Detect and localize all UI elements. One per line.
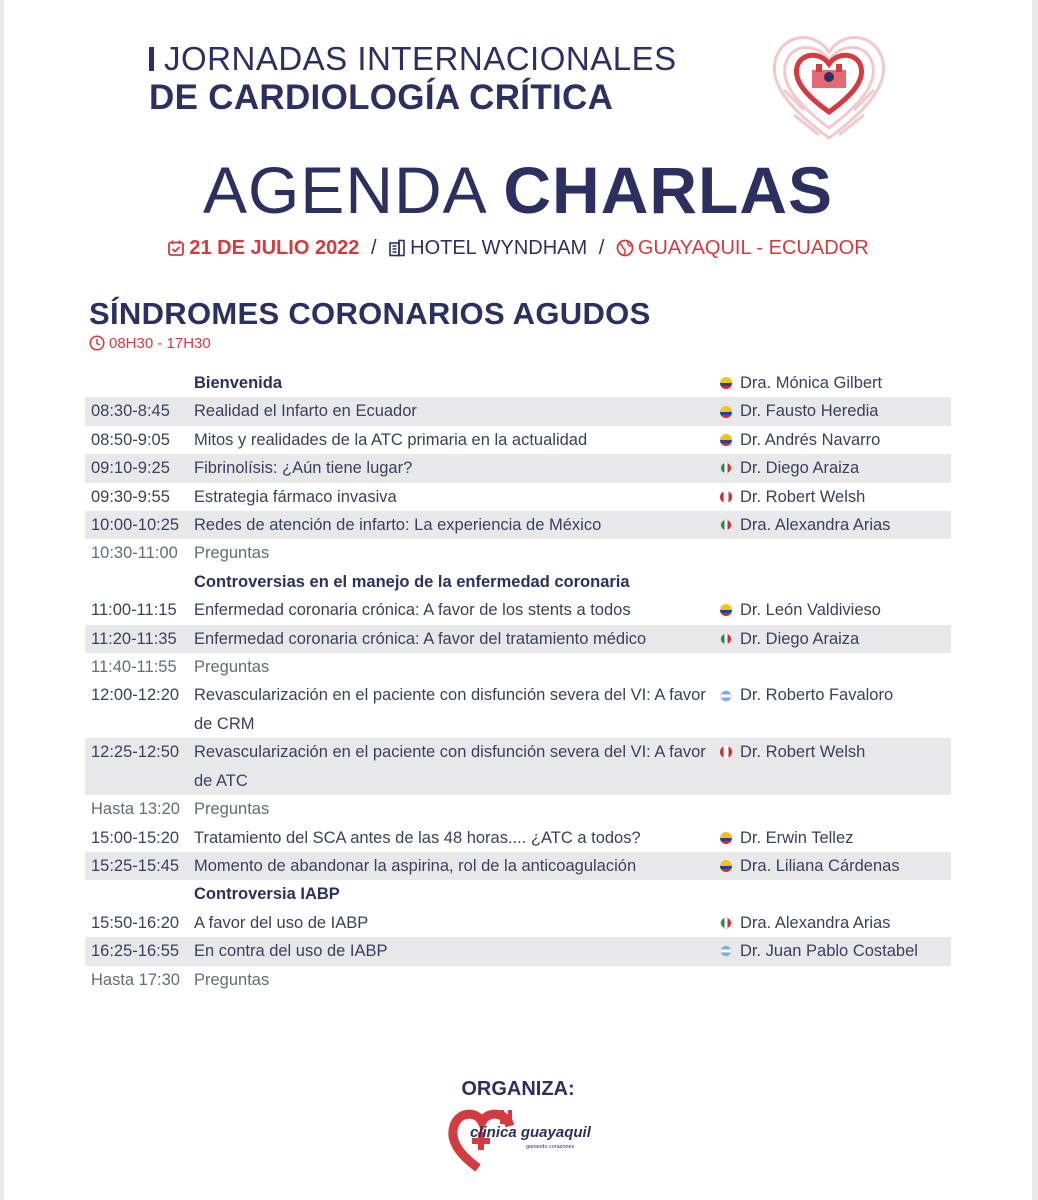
row-topic: Preguntas	[194, 970, 270, 989]
speaker-name: Dr. Erwin Tellez	[740, 828, 854, 847]
row-time: 10:00-10:25	[91, 516, 180, 535]
row-time: 15:00-15:20	[91, 828, 180, 847]
agenda-row	[85, 852, 951, 880]
row-time: 12:25-12:50	[91, 743, 180, 762]
flag-ec-icon	[720, 832, 732, 844]
row-speaker	[720, 483, 951, 511]
row-speaker	[720, 369, 951, 397]
row-time: 10:30-11:00	[91, 544, 178, 563]
row-topic: Preguntas	[194, 800, 270, 819]
row-topic: A favor del uso de IABP	[194, 913, 369, 932]
agenda-table	[85, 369, 951, 994]
row-time: 11:00-11:15	[91, 601, 177, 620]
flag-ar-icon	[720, 945, 732, 957]
row-time: Hasta 17:30	[91, 970, 180, 989]
speaker-name: Dr. Robert Welsh	[740, 487, 866, 506]
agenda-row	[85, 653, 951, 681]
row-topic: Bienvenida	[194, 374, 283, 392]
row-speaker	[720, 738, 951, 766]
flag-ca-icon	[720, 746, 732, 758]
row-speaker	[720, 426, 951, 454]
event-venue: HOTEL WYNDHAM	[388, 237, 593, 259]
row-topic: Enfermedad coronaria crónica: A favor de los stents a todos	[194, 601, 631, 620]
event-location: GUAYAQUIL - ECUADOR	[616, 237, 869, 259]
row-topic: Mitos y realidades de la ATC primaria en la actualidad	[194, 430, 588, 449]
row-topic: Preguntas	[194, 658, 270, 677]
row-time: 08:50-9:05	[91, 430, 170, 449]
agenda-row	[85, 397, 951, 425]
agenda-row	[85, 483, 951, 511]
roman-numeral-one	[149, 47, 154, 71]
agenda-row	[85, 454, 951, 482]
row-speaker	[720, 454, 951, 482]
agenda-row	[85, 795, 951, 823]
agenda-row	[85, 738, 951, 795]
agenda-section-header	[85, 369, 951, 397]
row-time: 16:25-16:55	[91, 942, 180, 961]
row-topic: Tratamiento del SCA antes de las 48 horas.... ¿ATC a todos?	[194, 828, 641, 847]
flag-ec-icon	[720, 377, 732, 389]
speaker-name: Dra. Alexandra Arias	[740, 516, 891, 535]
agenda-row	[85, 681, 951, 738]
flag-mx-icon	[720, 462, 732, 474]
clinic-logo-text: clinica guayaquil	[470, 1124, 591, 1141]
building-icon	[388, 239, 406, 257]
speaker-name: Dra. Liliana Cárdenas	[740, 856, 900, 875]
flag-ec-icon	[720, 604, 732, 616]
heart-logo-icon	[764, 20, 894, 145]
agenda-section-header	[85, 880, 951, 908]
row-time: 09:10-9:25	[91, 459, 170, 478]
row-time: 12:00-12:20	[91, 686, 180, 705]
flag-ec-icon	[720, 406, 732, 418]
agenda-row	[85, 937, 951, 965]
row-speaker	[720, 511, 951, 539]
flag-ar-icon	[720, 690, 732, 702]
event-title-line1: JORNADAS INTERNACIONALES	[149, 40, 677, 78]
speaker-name: Dr. León Valdivieso	[740, 601, 881, 620]
speaker-name: Dr. Fausto Heredia	[740, 402, 879, 421]
row-topic: Controversia IABP	[194, 885, 340, 904]
calendar-icon	[167, 239, 185, 257]
agenda-title: AGENDA CHARLAS	[202, 153, 834, 227]
section-hours: 08H30 - 17H30	[89, 335, 211, 352]
agenda-row	[85, 625, 951, 653]
row-topic: Revascularización en el paciente con disfunción severa del VI: A favor de CRM	[194, 686, 706, 733]
row-time: 15:50-16:20	[91, 913, 180, 932]
row-speaker	[720, 625, 951, 653]
row-topic: Momento de abandonar la aspirina, rol de la anticoagulación	[194, 856, 637, 875]
row-topic: Revascularización en el paciente con disfunción severa del VI: A favor de ATC	[194, 743, 706, 790]
row-time: 11:20-11:35	[91, 629, 177, 648]
agenda-row	[85, 426, 951, 454]
flag-mx-icon	[720, 633, 732, 645]
row-topic: Controversias en el manejo de la enfermedad coronaria	[194, 572, 630, 591]
speaker-name: Dr. Roberto Favaloro	[740, 686, 894, 705]
agenda-row	[85, 511, 951, 539]
row-time: 09:30-9:55	[91, 487, 170, 506]
agenda-row	[85, 596, 951, 624]
row-speaker	[720, 937, 951, 965]
speaker-name: Dr. Robert Welsh	[740, 743, 866, 762]
agenda-page	[4, 0, 1032, 1200]
row-topic: Redes de atención de infarto: La experiencia de México	[194, 516, 602, 535]
row-speaker	[720, 909, 951, 937]
event-meta: 21 DE JULIO 2022 / HOTEL WYNDHAM / GUAYAQUIL - ECUADOR	[4, 237, 1032, 260]
row-speaker	[720, 681, 951, 709]
row-speaker	[720, 397, 951, 425]
agenda-row	[85, 824, 951, 852]
row-topic: Realidad el Infarto en Ecuador	[194, 402, 417, 421]
speaker-name: Dra. Mónica Gilbert	[740, 374, 883, 392]
clinic-guayaquil-logo	[448, 1106, 598, 1172]
speaker-name: Dr. Andrés Navarro	[740, 430, 881, 449]
row-time: Hasta 13:20	[91, 800, 180, 819]
row-topic: Fibrinolísis: ¿Aún tiene lugar?	[194, 459, 413, 478]
flag-ec-icon	[720, 434, 732, 446]
row-topic: Preguntas	[194, 544, 270, 563]
row-time: 08:30-8:45	[91, 402, 170, 421]
clock-icon	[89, 335, 105, 351]
agenda-section-header	[85, 568, 951, 596]
section-title: SÍNDROMES CORONARIOS AGUDOS	[89, 296, 651, 331]
row-speaker	[720, 852, 951, 880]
organizer-label: ORGANIZA:	[461, 1078, 575, 1100]
agenda-row	[85, 539, 951, 567]
agenda-row	[85, 966, 951, 994]
row-topic: En contra del uso de IABP	[194, 942, 388, 961]
speaker-name: Dr. Diego Araiza	[740, 629, 860, 648]
agenda-row	[85, 909, 951, 937]
flag-mx-icon	[720, 917, 732, 929]
speaker-name: Dra. Alexandra Arias	[740, 913, 891, 932]
clinic-logo-tagline: ganando corazones	[526, 1144, 575, 1150]
row-speaker	[720, 596, 951, 624]
globe-icon	[616, 239, 634, 257]
flag-ec-icon	[720, 860, 732, 872]
flag-ca-icon	[720, 491, 732, 503]
row-time: 15:25-15:45	[91, 856, 180, 875]
row-speaker	[720, 824, 951, 852]
event-date: 21 DE JULIO 2022	[167, 237, 365, 259]
row-time: 11:40-11:55	[91, 658, 177, 677]
event-title-line2: DE CARDIOLOGÍA CRÍTICA	[149, 78, 614, 117]
speaker-name: Dr. Diego Araiza	[740, 459, 860, 478]
row-topic: Estrategia fármaco invasiva	[194, 487, 397, 506]
flag-mx-icon	[720, 519, 732, 531]
speaker-name: Dr. Juan Pablo Costabel	[740, 942, 918, 961]
row-topic: Enfermedad coronaria crónica: A favor del tratamiento médico	[194, 629, 647, 648]
